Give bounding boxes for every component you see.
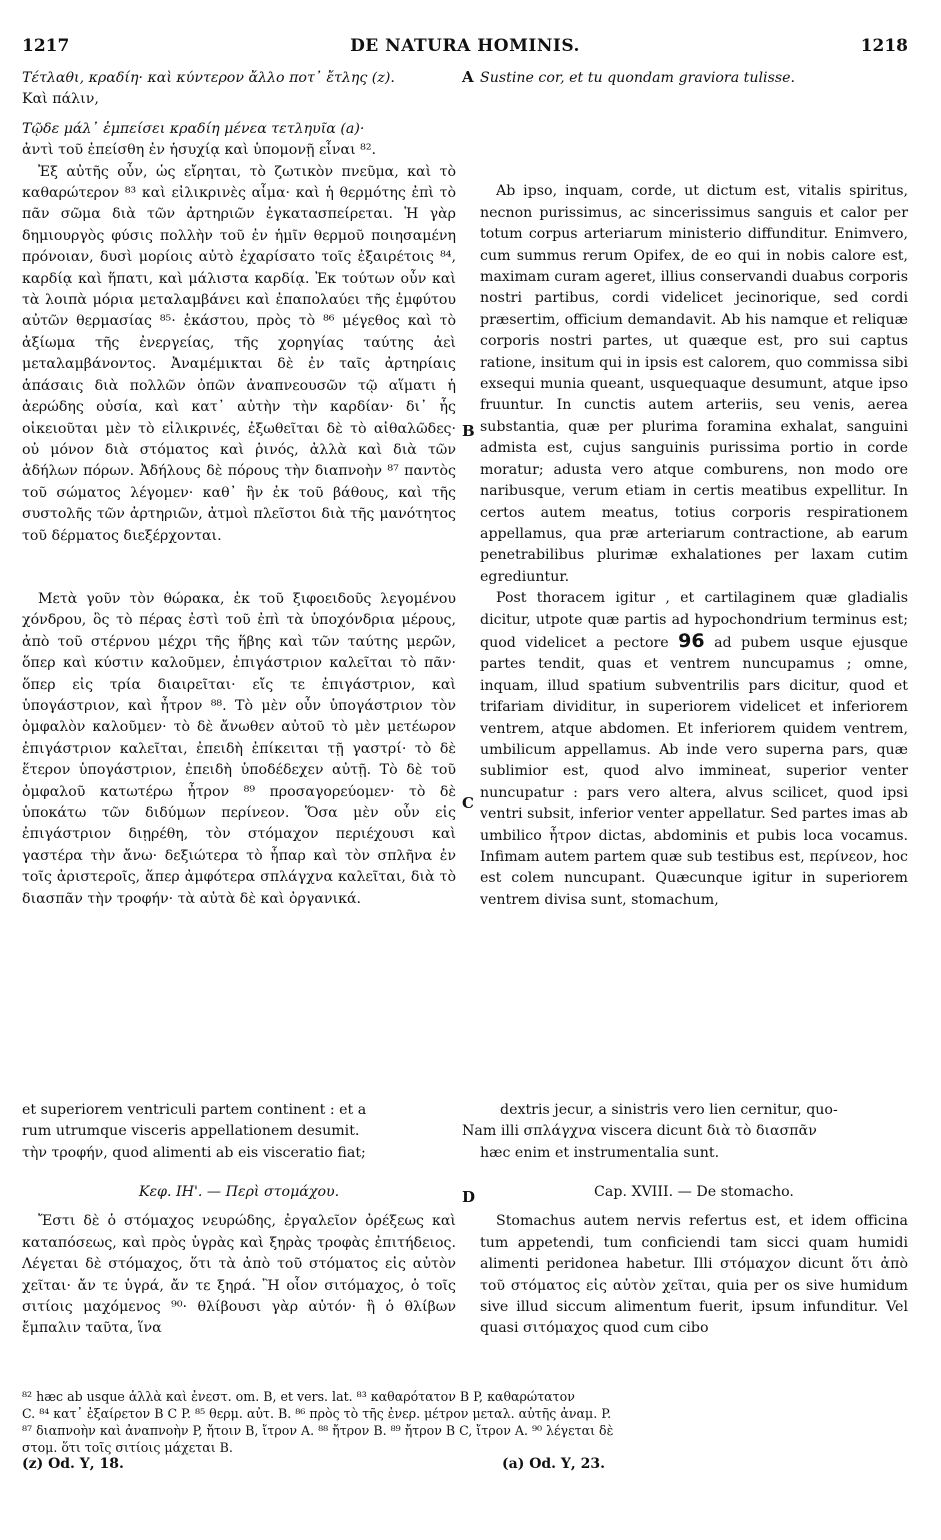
greek-chapter-block: [22, 1182, 456, 1340]
latin-chapter-block: [480, 1182, 908, 1340]
greek-column: [22, 68, 456, 910]
greek-line-kai-palin: Καὶ πάλιν,: [22, 91, 99, 108]
latin-chapter-heading: Cap. XVIII. — De stomacho.: [594, 1184, 794, 1200]
latin-column: [480, 68, 908, 911]
latin-paragraph-stomach: Stomachus autem nervis refertus est, et idem officina tum appetendi, tum conficiendi tam sicci quam humidi alimenti peridonea habetur. Illi στόμαχον dicunt ὅτι ἀπὸ τοῦ στόματος εἰς αὐτὸν χεῖται, quia per os sive humidum sive illud siccum alimentum fuerit, ipsum infunditur. Vel quasi σιτόμαχος quod cum cibo: [480, 1213, 908, 1337]
latin-paragraph-abdomen: [480, 588, 908, 911]
margin-letter-a: A: [462, 68, 474, 86]
latin-paragraph-abdomen-a: Post thoracem igitur , et cartilaginem quæ gladialis dicitur, utpote quæ partis ad hypochondrium terminus est; quod videlicet a pectore: [480, 590, 908, 651]
margin-letter-d: D: [462, 1188, 476, 1206]
greek-paragraph-heart: Ἐξ αὐτῆς οὖν, ὡς εἴρηται, τὸ ζωτικὸν πνεῦμα, καὶ τὸ καθαρώτερον ⁸³ καὶ εἰλικρινὲς αἷμα· καὶ ἡ θερμότης ἐπὶ τὸ πᾶν σῶμα διὰ τῶν ἀρτηριῶν ἐγκατασπείρεται. Ἡ γὰρ δημιουργὸς φύσις πολλὴν τοῦ ἐν ἡμῖν θερμοῦ ποιησαμένη πρόνοιαν, δυσὶ μορίοις αὐτὸ ἐχαρίσατο τοῖς ἐξαιρέτοις ⁸⁴, καρδίᾳ καὶ ἥπατι, καὶ μάλιστα καρδίᾳ. Ἐκ τούτων οὖν καὶ τὰ λοιπὰ μόρια μεταλαμβάνει καὶ ἐπαπολαύει τῆς ἐμφύτου αὐτῶν θερμασίας ⁸⁵· ἑκάστου, πρὸς τὸ ⁸⁶ μέγεθος καὶ τὸ ἀξίωμα τῆς ἐνεργείας, τῆς χορηγίας ταύτης ἀεὶ μεταλαμβάνοντος. Ἀναμέμικται δὲ ἐν ταῖς ἀρτηρίαις ἁπάσαις διὰ πολλῶν ὀπῶν ἀναπνεουσῶν τῷ αἵματι ἡ ἀερώδης οὐσία, καὶ κατ᾽ αὐτὴν τὴν καρδίαν· δι᾽ ἧς οἰκειοῦται μὲν τὸ εἰλικρινές, ἐξωθεῖται δὲ τὸ αἰθαλῶδες· οὐ μόνον διὰ στόματος καὶ ῥινός, ἀλλὰ καὶ διὰ τῶν ἀδήλων πόρων. Ἀδήλους δὲ πόρους τὴν διαπνοὴν ⁸⁷ παντὸς τοῦ σώματος λέγομεν· καθ᾽ ἣν ἐκ τοῦ βάθους, καὶ τῆς συστολῆς τῶν ἀρτηριῶν, ἀτμοὶ πλεῖστοι διὰ τῆς μανότητος τοῦ δέρματος διεξέρχονται.: [22, 163, 456, 544]
greek-chapter-heading: Κεφ. ΙΗ'. — Περὶ στομάχου.: [138, 1184, 340, 1200]
running-header: [22, 36, 908, 60]
latin-paragraph-abdomen-b: ad pubem usque ejusque partes tendit, quas et ventrem nuncupamus ; omne, inquam, illud spatium subventrilis pars dicitur, quod et trifariam dividitur, in superiorem videlicet et inferiorem ventrem, atque abdomen. Et inferiorem quidem ventrem, umbilicum appellamus. Ab inde vero superna pars, quæ sublimior est, quod alvo immineat, superior venter nuncupatur : pars vero altera, alvus scilicet, quod ipsi ventri subsit, inferior venter appellatur. Sed partes imas ab umbilico ἦτρον dictas, abdominis et pubis loca vocamus. Infimam autem partem quæ sub testibus est, περίνεον, hoc est colem nuncupant. Quæcunque igitur in superiorem ventrem divisa sunt, stomachum,: [480, 634, 909, 908]
page-number-left: 1217: [22, 36, 70, 56]
page-number-right: 1218: [860, 36, 908, 56]
latin-verse-1: Sustine cor, et tu quondam graviora tulisse.: [480, 70, 796, 86]
full-line-1-left: et superiorem ventriculi partem continent : et a: [22, 1102, 367, 1118]
footnote-line-2: C. ⁸⁴ κατ᾽ ἐξαίρετον B C P. ⁸⁵ θερμ. αὐτ. B. ⁸⁶ πρὸς τὸ τῆς ἐνερ. μέτρον μεταλ. αὐτῆς ἀναμ. P.: [22, 1406, 612, 1421]
full-width-lines: [22, 1100, 908, 1164]
full-line-1-right: dextris jecur, a sinistris vero lien cernitur, quo-: [500, 1102, 838, 1118]
full-line-3-left: τὴν τροφήν, quod alimenti ab eis visceratio fiat;: [22, 1144, 366, 1161]
full-line-2-right: Nam illi σπλάγχνα viscera dicunt διὰ τὸ διασπᾶν: [462, 1123, 817, 1140]
greek-verse-2: Τῷδε μάλ᾽ ἐμπείσει κραδίη μένεα τετληυῖα (a)·: [22, 120, 365, 137]
greek-paragraph-stomach: Ἔστι δὲ ὁ στόμαχος νευρώδης, ἐργαλεῖον ὀρέξεως καὶ καταπόσεως, καὶ πρὸς ὑγρὰς καὶ ξηρὰς τροφὰς ἐπιτήδειος. Λέγεται δὲ στόμαχος, ὅτι τὰ ἀπὸ τοῦ στόματος εἰς αὐτὸν χεῖται· ἄν τε ὑγρά, ἄν τε ξηρά. Ἢ οἷον σιτόμαχος, ὁ τοῖς σιτίοις μαχόμενος ⁹⁰· θλίβουσι γὰρ αὐτόν· ἢ ὁ θλίβων ἔμπαλιν ταῦτα, ἵνα: [22, 1213, 456, 1337]
footnote-line-3: ⁸⁷ διαπνοὴν καὶ ἀναπνοὴν P, ἤτοιν B, ἴτρον A. ⁸⁸ ἤτρον B. ⁸⁹ ἤτρον B C, ἴτρον A. ⁹⁰ λέγεται δὲ: [22, 1423, 614, 1438]
full-line-2-left: rum utrumque visceris appellationem desumit.: [22, 1123, 360, 1140]
running-title: DE NATURA HOMINIS.: [350, 36, 580, 56]
margin-letter-b: B: [462, 422, 475, 440]
footnote-line-4: στομ. ὅτι τοῖς σιτίοις μάχεται B.: [22, 1440, 233, 1455]
footnote-line-1: ⁸² hæc ab usque ἀλλὰ καὶ ἐνεστ. om. B, et vers. lat. ⁸³ καθαρότατον B P, καθαρώτατον: [22, 1389, 575, 1404]
latin-paragraph-heart: Ab ipso, inquam, corde, ut dictum est, vitalis spiritus, necnon purissimus, ac sincerissimus sanguis et calor per totum corpus arteriarum ministerio diffunditur. Enimvero, cum summus rerum Opifex, de eo qui in nobis calore est, maximam curam ageret, illius conservandi duabus corporis nostri partibus, cordi videlicet jecinorique, sed cordi præsertim, officium demandavit. Ab his namque et reliquæ corporis nostri partes, ut quæque est, pro sui captus ratione, insitum qui in ipsis est calorem, quo commissa sibi exsequi munia queant, usquequaque desumunt, atque ipso fruuntur. In cunctis autem arteriis, seu venis, aerea substantia, quæ per plurima foramina exhalat, sanguini admista est, cujus sanguinis purissima portio in corde moratur; adusta vero atque comburens, non modo ore naribusque, verum etiam in certis meatibus expellitur. In certos autem meatus, totius corporis respirationem appellamus, qua præ arteriarum contractione, ab earum penetrabilibus plurimæ exhalationes per laxam cutim egrediuntur.: [480, 183, 908, 585]
greek-paragraph-intro: ἀντὶ τοῦ ἐπείσθη ἐν ἡσυχίᾳ καὶ ὑπομονῇ εἶναι ⁸².: [22, 142, 377, 159]
reference-left: (z) Od. Υ, 18.: [22, 1456, 124, 1472]
greek-paragraph-abdomen: Μετὰ γοῦν τὸν θώρακα, ἐκ τοῦ ξιφοειδοῦς λεγομένου χόνδρου, ὃς τὸ πέρας ἐστὶ τοῦ ἐπὶ τὰ ὑποχόνδρια μέρους, ἀπὸ τοῦ στέρνου μέχρι τῆς ἥβης καὶ τῶν ταύτης μερῶν, ὅπερ καὶ κύστιν καλοῦμεν, ἐπιγάστριον καλεῖται τὸ πᾶν· ὅπερ εἰς τρία διαιρεῖται· εἴς τε ἐπιγάστριον, καὶ ὑπογάστριον, καὶ ἦτρον ⁸⁸. Τὸ μὲν οὖν ὑπογάστριον τὸν ὀμφαλὸν καλοῦμεν· τὸ δὲ ἄνωθεν αὐτοῦ τὸ μὲν μετέωρον ἐπιγάστριον καλεῖται, ἐπειδὴ ἐπίκειται τῇ γαστρί· τὸ δὲ ἕτερον ὑπογάστριον, ἐπειδὴ ὑποδέδεχεν αὐτῇ. Τὸ δὲ τοῦ ὀμφαλοῦ κατωτέρω ἦτρον ⁸⁹ προσαγορεύομεν· τὸ δὲ ὑποκάτω τῶν διδύμων περίνεον. Ὅσα μὲν οὖν εἰς ἐπιγάστριον διῃρέθη, τὸν στόμαχον περιέχουσι καὶ γαστέρα τὴν ἄνω· δεξιώτερα τὸ ἧπαρ καὶ τὸν σπλῆνα ἐν τοῖς ἀριστεροῖς, ἅπερ ἀμφότερα σπλάγχνα καλεῖται, διὰ τὸ διασπᾶν τὴν τροφήν· τὰ αὐτὰ δὲ καὶ ὀργανικά.: [22, 590, 456, 907]
margin-letter-c: C: [462, 794, 474, 812]
column-number: 96: [678, 629, 705, 652]
greek-verse-1: Τέτλαθι, κραδίη· καὶ κύντερον ἄλλο ποτ᾽ ἔτλης (z).: [22, 70, 395, 86]
footnotes: [22, 1388, 908, 1456]
full-line-3-right: hæc enim et instrumentalia sunt.: [480, 1144, 720, 1161]
reference-right: (a) Od. Υ, 23.: [502, 1456, 606, 1472]
